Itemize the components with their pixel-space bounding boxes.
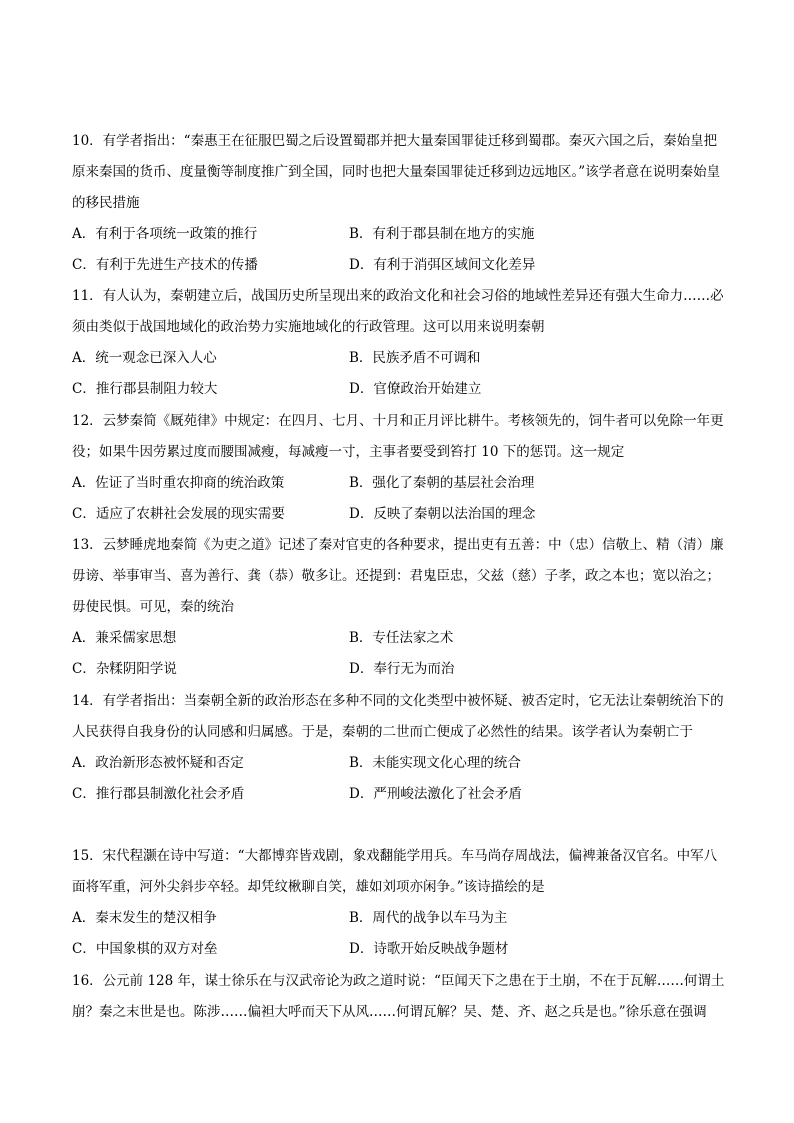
option-d: D．奉行无为而治 (349, 661, 455, 677)
options (72, 343, 726, 405)
option-b: B．周代的战争以车马为主 (349, 910, 508, 926)
option-d: D．有利于消弭区域间文化差异 (349, 257, 536, 273)
option-b: B．有利于郡县制在地方的实施 (349, 226, 535, 242)
option-c: C．推行郡县制激化社会矛盾 (72, 786, 245, 802)
question-13 (72, 530, 726, 685)
question-15 (72, 841, 726, 965)
option-d: D．严刑峻法激化了社会矛盾 (349, 786, 522, 802)
option-a: A．有利于各项统一政策的推行 (72, 226, 258, 242)
option-a: A．秦末发生的楚汉相争 (72, 910, 217, 926)
option-b: B．民族矛盾不可调和 (349, 350, 481, 366)
question-12 (72, 406, 726, 530)
options (72, 468, 726, 530)
option-c: C．有利于先进生产技术的传播 (72, 257, 258, 273)
question-16 (72, 966, 726, 1028)
options (72, 903, 726, 965)
question-stem: 10．有学者指出：“秦惠王在征服巴蜀之后设置蜀郡并把大量秦国罪徒迁移到蜀郡。秦灭六国之后，秦始皇把原来秦国的货币、度量衡等制度推广到全国，同时也把大量秦国罪徒迁移到边远地区。”该学者意在说明秦始皇的移民措施 (72, 133, 721, 211)
option-a: A．政治新形态被怀疑和否定 (72, 755, 244, 771)
option-c: C．推行郡县制阻力较大 (72, 381, 218, 397)
question-14 (72, 686, 726, 810)
option-a: A．统一观念已深入人心 (72, 350, 217, 366)
option-b: B．强化了秦朝的基层社会治理 (349, 475, 535, 491)
question-11 (72, 281, 726, 405)
question-stem: 12．云梦秦简《厩苑律》中规定：在四月、七月、十月和正月评比耕牛。考核领先的，饲牛者可以免除一年更役；如果牛因劳累过度而腰围减瘦，每减瘦一寸，主事者要受到笞打 10 下的惩罚。这一规定 (72, 413, 724, 460)
options (72, 623, 726, 685)
option-c: C．中国象棋的双方对垒 (72, 941, 218, 957)
question-stem: 14．有学者指出：当秦朝全新的政治形态在多种不同的文化类型中被怀疑、被否定时，它无法让秦朝统治下的人民获得自我身份的认同感和归属感。于是，秦朝的二世而亡便成了必然性的结果。该学者认为秦朝亡于 (72, 693, 724, 740)
option-c: C．杂糅阴阳学说 (72, 661, 177, 677)
question-stem: 13．云梦睡虎地秦简《为吏之道》记述了秦对官吏的各种要求，提出吏有五善：中（忠）信敬上、精（清）廉毋谤、举事审当、喜为善行、龚（恭）敬多让。还提到：君鬼臣忠，父兹（慈）子孝，政之本也；宽以治之；毋使民惧。可见，秦的统治 (72, 537, 724, 615)
option-d: D．诗歌开始反映战争题材 (349, 941, 509, 957)
option-a: A．兼采儒家思想 (72, 630, 177, 646)
option-a: A．佐证了当时重农抑商的统治政策 (72, 475, 285, 491)
option-c: C．适应了农耕社会发展的现实需要 (72, 506, 285, 522)
question-10 (72, 126, 726, 281)
options (72, 219, 726, 281)
option-b: B．专任法家之术 (349, 630, 454, 646)
question-stem: 15．宋代程灏在诗中写道：“大都博弈皆戏剧，象戏翻能学用兵。车马尚存周战法，偏裨兼备汉官名。中军八面将军重，河外尖斜步卒轻。却凭纹楸聊自笑，雄如刘项亦闲争。”该诗描绘的是 (72, 848, 718, 895)
options (72, 748, 726, 810)
option-d: D．反映了秦朝以法治国的理念 (349, 506, 536, 522)
question-stem: 16．公元前 128 年，谋士徐乐在与汉武帝论为政之道时说：“臣闻天下之患在于土崩，不在于瓦解……何谓土崩？秦之末世是也。陈涉……偏袒大呼而天下从风……何谓瓦解？吴、楚、齐、赵之兵是也。”徐乐意在强调 (72, 973, 725, 1020)
option-d: D．官僚政治开始建立 (349, 381, 482, 397)
option-b: B．未能实现文化心理的统合 (349, 755, 521, 771)
question-stem: 11．有人认为，秦朝建立后，战国历史所呈现出来的政治文化和社会习俗的地域性差异还有强大生命力……必须由类似于战国地域化的政治势力实施地域化的行政管理。这可以用来说明秦朝 (72, 288, 724, 335)
